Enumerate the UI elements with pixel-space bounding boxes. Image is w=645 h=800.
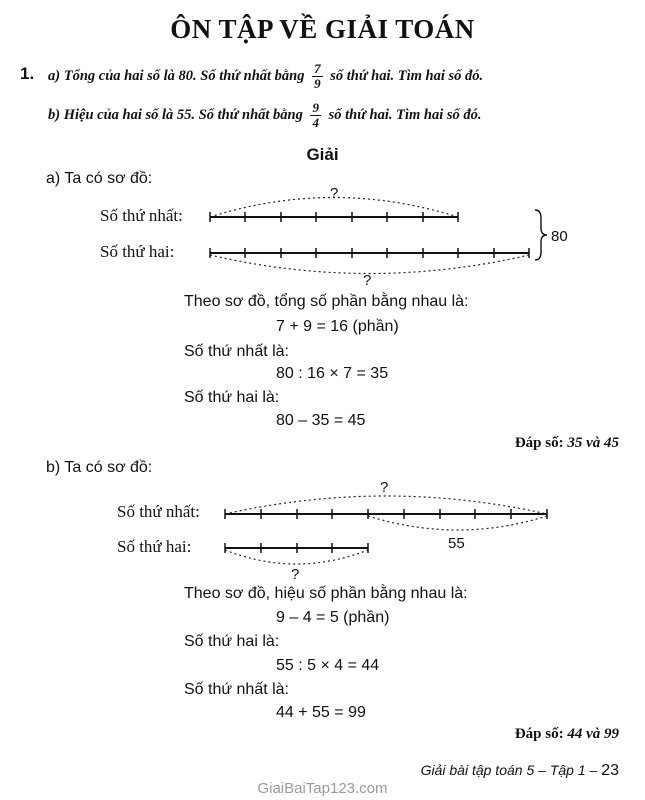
part-a-answer-value: 35 và 45	[567, 435, 619, 451]
part-a-label-first: Số thứ nhất:	[100, 206, 183, 225]
part-b-intro: b) Ta có sơ đồ:	[46, 459, 153, 476]
part-a-answer-label: Đáp số:	[514, 435, 564, 451]
footer-separator: –	[534, 762, 550, 778]
part-b-line-5: Số thứ nhất là:	[184, 681, 289, 698]
part-a-answer	[515, 435, 619, 452]
footer-book: Giải bài tập toán 5	[420, 762, 535, 778]
part-b-line-1: Theo sơ đồ, hiệu số phần bằng nhau là:	[184, 585, 468, 602]
page-title: ÔN TẬP VỀ GIẢI TOÁN	[170, 14, 475, 44]
problem-b-frac-num: 9	[312, 100, 319, 115]
part-a-line-6: 80 – 35 = 45	[276, 412, 366, 429]
part-a-line-2: 7 + 9 = 16 (phần)	[276, 318, 399, 335]
problem-b-prefix: b)	[48, 107, 61, 124]
part-b-answer	[515, 726, 619, 743]
part-a-diagram	[0, 180, 645, 290]
part-b-answer-value: 44 và 99	[567, 726, 619, 742]
part-b-line-6: 44 + 55 = 99	[276, 704, 366, 721]
part-b-diagram	[0, 475, 645, 585]
footer-volume: Tập 1	[549, 762, 586, 778]
part-b-label-second: Số thứ hai:	[117, 537, 192, 556]
part-b-line-2: 9 – 4 = 5 (phần)	[276, 609, 390, 626]
part-b-line-3: Số thứ hai là:	[184, 633, 280, 650]
problem-a-statement	[48, 62, 483, 92]
problem-b-text2: số thứ hai. Tìm hai số đó.	[328, 107, 482, 124]
footer-dash: –	[589, 762, 598, 778]
part-b-first-brace	[225, 496, 547, 514]
part-b-difference: 55	[448, 535, 465, 552]
part-a-total-brace	[535, 210, 547, 260]
part-a-label-second: Số thứ hai:	[100, 242, 175, 261]
solution-heading: Giải	[306, 145, 339, 164]
part-b-diff-brace	[368, 516, 547, 530]
part-a-total: 80	[551, 228, 568, 245]
problem-a-fraction	[312, 62, 323, 92]
page-number: 23	[601, 762, 619, 779]
part-b-q-bottom: ?	[291, 566, 300, 583]
part-b-line-4: 55 : 5 × 4 = 44	[276, 657, 380, 674]
problem-a-frac-den: 9	[314, 76, 321, 92]
problem-b-frac-den: 4	[312, 115, 319, 131]
watermark: GiaiBaiTap123.com	[257, 780, 388, 797]
part-a-line-4: 80 : 16 × 7 = 35	[276, 365, 389, 382]
problem-a-frac-num: 7	[314, 61, 321, 76]
page-footer	[421, 762, 619, 780]
part-a-line-3: Số thứ nhất là:	[184, 343, 289, 360]
problem-a-text2: số thứ hai. Tìm hai số đó.	[330, 68, 484, 85]
problem-b-statement	[48, 101, 482, 131]
problem-a-text1: Tổng của hai số là 80. Số thứ nhất bằng	[63, 68, 305, 85]
part-a-q-top: ?	[330, 185, 339, 202]
part-a-q-bottom: ?	[363, 272, 372, 289]
part-a-second-brace	[210, 255, 529, 274]
part-b-q-top: ?	[380, 479, 389, 496]
problem-b-fraction	[310, 101, 321, 131]
part-a-line-1: Theo sơ đồ, tổng số phần bằng nhau là:	[184, 293, 469, 310]
part-a-intro: a) Ta có sơ đồ:	[46, 170, 153, 187]
part-b-answer-label: Đáp số:	[514, 726, 564, 742]
part-a-line-5: Số thứ hai là:	[184, 389, 280, 406]
part-b-label-first: Số thứ nhất:	[117, 502, 200, 521]
problem-number: 1.	[20, 64, 35, 83]
problem-a-prefix: a)	[48, 68, 61, 85]
problem-b-text1: Hiệu của hai số là 55. Số thứ nhất bằng	[63, 107, 303, 124]
